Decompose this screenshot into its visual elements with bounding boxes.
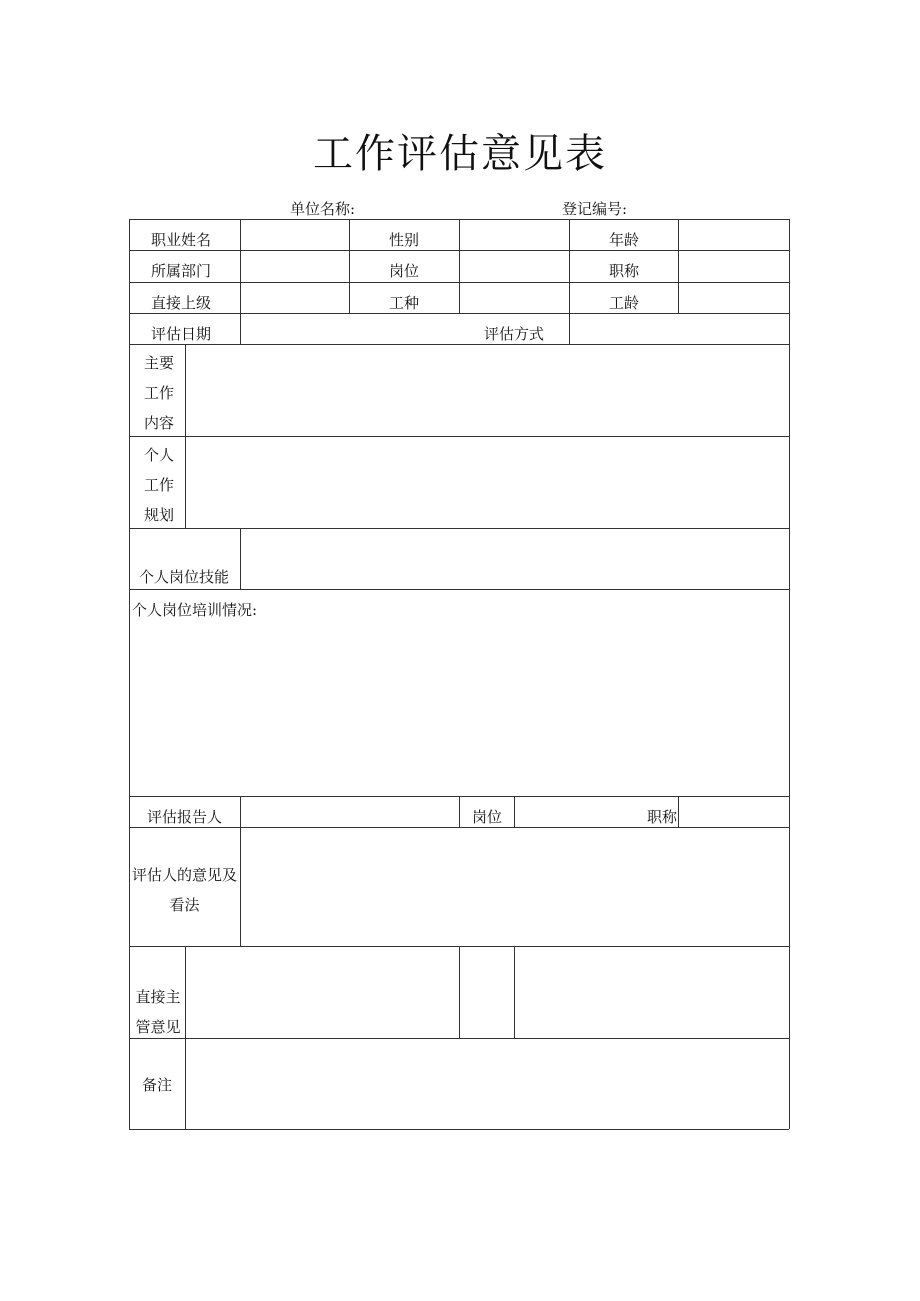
job-skill-label: 个人岗位技能: [139, 568, 230, 586]
grid-line: [240, 827, 241, 946]
main-work-label: [139, 348, 179, 438]
evaluator-opinion-line: 评估人的意见及: [131, 866, 237, 884]
department-label: 所属部门: [151, 262, 212, 280]
unit-name-label: 单位名称:: [290, 200, 356, 218]
training-label: 个人岗位培训情况:: [132, 601, 258, 619]
grid-line: [459, 946, 460, 1038]
work-type-label: 工种: [389, 294, 420, 312]
job-title-label: 职称: [609, 262, 640, 280]
grid-line: [678, 796, 679, 827]
grid-line: [789, 219, 790, 1129]
grid-line: [129, 344, 789, 345]
name-label: 职业姓名: [151, 231, 212, 249]
grid-line: [240, 219, 241, 313]
grid-line: [569, 313, 570, 344]
work-plan-label-line: 工作: [143, 476, 174, 494]
reporter-label: 评估报告人: [147, 808, 223, 826]
grid-line: [240, 796, 241, 827]
registration-number-label: 登记编号:: [562, 200, 628, 218]
evaluation-method-label: 评估方式: [484, 325, 545, 343]
gender-label: 性别: [389, 231, 420, 249]
grid-line: [240, 313, 241, 344]
direct-superior-label: 直接上级: [151, 294, 212, 312]
main-work-label-line: 内容: [143, 414, 174, 432]
grid-line: [129, 589, 789, 590]
evaluator-opinion-line: 看法: [169, 896, 200, 914]
grid-line: [514, 796, 515, 827]
grid-line: [459, 219, 460, 313]
supervisor-opinion-line: 直接主: [135, 988, 181, 1006]
work-plan-label-line: 个人: [143, 446, 174, 464]
work-plan-label-line: 规划: [143, 506, 174, 524]
grid-line: [185, 946, 186, 1038]
main-work-label-line: 主要: [143, 354, 174, 372]
work-plan-label: [139, 440, 179, 530]
grid-line: [129, 1038, 789, 1039]
grid-line: [240, 528, 241, 589]
grid-line: [514, 946, 515, 1038]
reporter-title-label: 职称: [647, 808, 678, 826]
grid-line: [185, 1038, 186, 1129]
page-title: 工作评估意见表: [313, 131, 607, 177]
grid-line: [129, 827, 789, 828]
grid-line: [129, 528, 789, 529]
evaluation-date-label: 评估日期: [151, 325, 212, 343]
grid-line: [678, 219, 679, 313]
remark-label: 备注: [142, 1076, 173, 1094]
reporter-post-label: 岗位: [472, 808, 503, 826]
supervisor-opinion-label: [132, 982, 184, 1042]
main-work-label-line: 工作: [143, 384, 174, 402]
evaluator-opinion-label: [129, 860, 240, 920]
grid-line: [459, 796, 460, 827]
grid-line: [129, 313, 789, 314]
grid-line: [349, 219, 350, 313]
age-label: 年龄: [609, 231, 640, 249]
post-label: 岗位: [389, 262, 420, 280]
grid-line: [129, 1129, 789, 1130]
supervisor-opinion-line: 管意见: [135, 1018, 181, 1036]
grid-line: [185, 344, 186, 528]
grid-line: [129, 219, 130, 1129]
grid-line: [569, 219, 570, 313]
evaluation-form: [129, 219, 789, 1129]
grid-line: [129, 436, 789, 437]
seniority-label: 工龄: [609, 294, 640, 312]
